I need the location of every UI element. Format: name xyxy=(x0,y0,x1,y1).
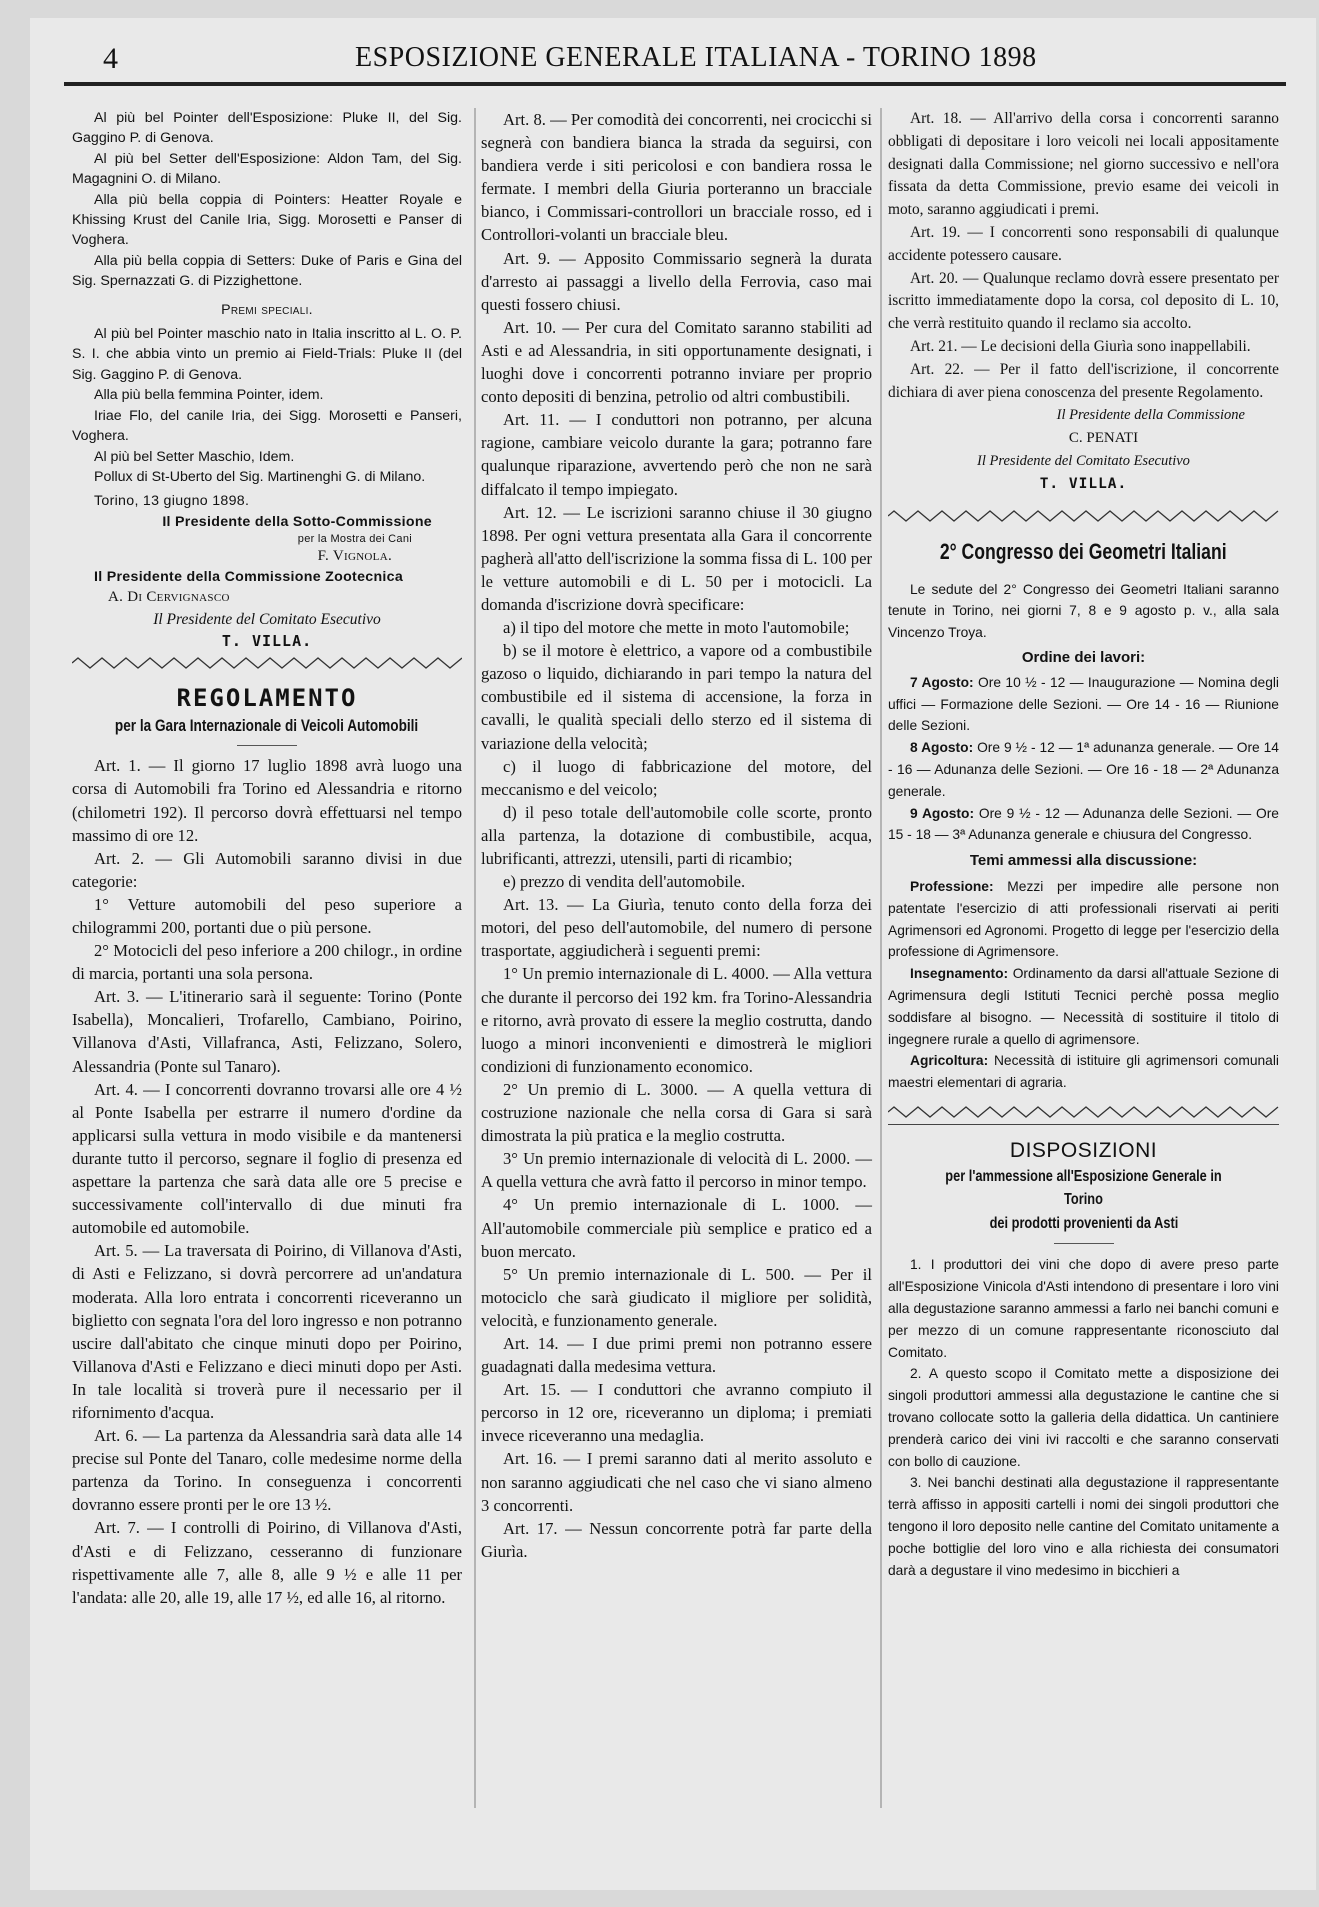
award-paragraph: Alla più bella coppia di Pointers: Heatter Royale e Khissing Krust del Canile Iria, Sigg. Morosetti e Panser di Voghera. xyxy=(72,191,462,249)
section-rule xyxy=(888,1124,1279,1125)
article-paragraph: 5° Un premio internazionale di L. 500. — Per il motociclo che sarà giudicato il migliore per solidità, velocità, e funzionamento generale. xyxy=(481,1264,872,1330)
ornamental-rule xyxy=(888,1106,1279,1118)
article-paragraph: Art. 16. — I premi saranno dati al merito assoluto e non saranno aggiudicati che nel caso che vi siano almeno 3 concorrenti. xyxy=(481,1449,872,1515)
award-paragraph: Alla più bella coppia di Setters: Duke of Paris e Gina del Sig. Spernazzati G. di Pizzighettone. xyxy=(72,252,462,290)
article-paragraph: 1° Un premio internazionale di L. 4000. — Alla vettura che durante il percorso dei 192 km. fra Torino-Alessandria e ritorno, avrà provato di essere la meglio costrutta, dando luogo a minori inconvenienti e dimostrerà le migliori condizioni di funzionamento economico. xyxy=(481,964,872,1076)
article-paragraph: Art. 18. — All'arrivo della corsa i concorrenti saranno obbligati di depositare i loro veicoli nei locali appositamente designati dalla Commissione; nel giorno successivo e nell'ora fissata da detta Commissione, previo esame dei veicoli in moto, saranno aggiudicati i premi. xyxy=(888,110,1279,219)
disposizioni-subtitle: dei prodotti provenienti da Asti xyxy=(989,1215,1178,1233)
topic-label: Professione: xyxy=(910,879,994,894)
article-paragraph: Art. 8. — Per comodità dei concorrenti, nei crocicchi si segnerà con bandiera bianca la strada da seguirsi, con bandiera verde i siti pericolosi e con bandiera rossa le fermate. I membri della Giuria porteranno un bracciale bianco, i Commissari-controllori un bracciale rosso, ed i Controllori-volanti un bracciale bleu. xyxy=(481,110,872,245)
article-paragraph: Art. 14. — I due primi premi non potranno essere guadagnati dalla medesima vettura. xyxy=(481,1333,872,1377)
article-paragraph: Art. 9. — Apposito Commissario segnerà la durata d'arresto ai passaggi a livello della Ferrovia, caso mai questi fossero chiusi. xyxy=(481,248,872,314)
article-paragraph: Art. 13. — La Giurìa, tenuto conto della forza dei motori, del peso dell'automobile, del numero di persone trasportate, aggiudicherà i seguenti premi: xyxy=(481,895,872,961)
topic-label: Agricoltura: xyxy=(910,1053,989,1069)
disposizione-paragraph: 2. A questo scopo il Comitato mette a disposizione dei singoli produttori ammessi alla degustazione le cantine che si trovano collocate sotto la galleria della didattica. Un cantiniere prenderà carico dei vini ivi raccolti e che saranno conservati con bollo di cauzione. xyxy=(888,1366,1279,1469)
signature-name: A. Di Cervignasco xyxy=(108,588,230,605)
disposizione-paragraph: 3. Nei banchi destinati alla degustazione il rappresentante terrà affisso in appositi cartelli i nomi dei singoli produttori che tengono il loro deposito nelle cantine del Comitato unitamente a poche bottiglie del loro vino e alla richiesta dei consumatori darà a degustare il vino medesimo in bicchieri a xyxy=(888,1475,1279,1578)
ordine-heading: Ordine dei lavori: xyxy=(1021,649,1146,667)
topic-label: Insegnamento: xyxy=(910,966,1009,982)
page-header-title: ESPOSIZIONE GENERALE ITALIANA - TORINO 1898 xyxy=(355,42,1037,73)
article-paragraph: Art. 12. — Le iscrizioni saranno chiuse il 30 giugno 1898. Per ogni vettura presentata alla Gara il concorrente pagherà all'atto dell'iscrizione la somma fissa di L. 100 per le vetture automobili e di L. 50 per i motocicli. La domanda d'iscrizione dovrà specificare: xyxy=(481,502,872,614)
article-paragraph: Art. 6. — La partenza da Alessandria sarà data alle 14 precise sul Ponte del Tanaro, colle medesime norme della partenza da Torino. In conseguenza i concorrenti dovranno essere pronti per le ore 13 ½. xyxy=(72,1426,462,1515)
ornamental-rule xyxy=(888,510,1279,522)
article-paragraph: Art. 5. — La traversata di Poirino, di Villanova d'Asti, di Asti e Felizzano, si dovrà percorrere ad un'andatura moderata. Alla loro entrata i concorrenti riceveranno un biglietto con segnata l'ora del loro ingresso e non potranno uscire dall'abitato che cinque minuti dopo per Poirino, Villanova d'Asti e Felizzano e dieci minuti dopo per Asti. In tale località si troverà pure il necessario per il rifornimento d'acqua. xyxy=(72,1241,462,1422)
signature-name: F. Vignola. xyxy=(317,548,392,565)
award-paragraph: Al più bel Pointer dell'Esposizione: Pluke II, del Sig. Gaggino P. di Genova. xyxy=(72,110,462,147)
column-divider xyxy=(474,108,476,1808)
short-rule xyxy=(237,745,297,746)
article-paragraph: Art. 17. — Nessun concorrente potrà far parte della Giurìa. xyxy=(481,1518,872,1561)
article-paragraph: a) il tipo del motore che mette in moto l'automobile; xyxy=(503,618,850,638)
regolamento-subtitle: per la Gara Internazionale di Veicoli Automobili xyxy=(115,716,419,736)
page-number: 4 xyxy=(103,42,118,75)
award-paragraph: Al più bel Setter Maschio, Idem. xyxy=(94,448,295,465)
article-paragraph: 3° Un premio internazionale di velocità di L. 2000. — A quella vettura che avrà fatto il percorso in minor tempo. xyxy=(481,1149,872,1192)
signature-title: Il Presidente del Comitato Esecutivo xyxy=(153,611,381,629)
topic-text: Mezzi per impedire alle persone non patentate l'esercizio di atti professionali riservati ai periti Agrimensori ed Agronomi. Progetto di legge per l'esercizio della professione di Agrimensore. xyxy=(888,879,1279,960)
ornamental-rule xyxy=(72,657,462,669)
article-paragraph: 4° Un premio internazionale di L. 1000. — All'automobile commerciale più semplice e pratico ed a buon mercato. xyxy=(481,1195,872,1261)
regolamento-title: REGOLAMENTO xyxy=(176,684,358,713)
day-label: 9 Agosto: xyxy=(910,805,975,821)
article-paragraph: Art. 19. — I concorrenti sono responsabili di qualunque accidente potessero causare. xyxy=(888,223,1279,264)
article-paragraph: Art. 4. — I concorrenti dovranno trovarsi alle ore 4 ½ al Ponte Isabella per estrarre il numero d'ordine da applicarsi sulla vettura in modo visibile e da mantenersi durante tutto il percorso, segnare il foglio di presenza ed aspettare la partenza che sarà data alle ore 5 precise e successivamente coll'intervallo di due minuti fra automobile ed automobile. xyxy=(72,1079,462,1238)
disposizione-paragraph: 1. I produttori dei vini che dopo di avere preso parte all'Esposizione Vinicola d'Asti intendono di presentare i loro vini alla degustazione saranno ammessi a farlo nei banchi comuni e per mezzo di un comune rappresentante riconosciuto dal Comitato. xyxy=(888,1257,1279,1360)
article-paragraph: Art. 15. — I conduttori che avranno compiuto il percorso in 12 ore, riceveranno un diploma; i premiati invece riceveranno una medaglia. xyxy=(481,1380,872,1446)
signature-name: T. VILLA. xyxy=(221,631,313,650)
article-paragraph: c) il luogo di fabbricazione del motore, del meccanismo e del veicolo; xyxy=(481,756,872,799)
disposizioni-subtitle: per l'ammessione all'Esposizione Generale in Torino xyxy=(945,1168,1222,1209)
premi-speciali-heading: Premi speciali. xyxy=(221,301,313,318)
signature-title: Il Presidente della Commissione Zootecnica xyxy=(94,568,404,585)
article-paragraph: Art. 11. — I conduttori non potranno, per alcuna ragione, cambiare veicolo durante la gara; potranno fare qualunque riparazione, avvertendo però che non ne sarà diffalcato il tempo impiegato. xyxy=(481,410,872,499)
award-paragraph: Iriae Flo, del canile Iria, dei Sigg. Morosetti e Panseri, Voghera. xyxy=(72,407,462,445)
article-paragraph: Art. 1. — Il giorno 17 luglio 1898 avrà luogo una corsa di Automobili fra Torino ed Alessandria e ritorno (chilometri 192). Il percorso dovrà effettuarsi nel tempo massimo di ore 12. xyxy=(72,756,462,845)
signature-name: C. PENATI xyxy=(1068,430,1139,447)
article-paragraph: 1° Vetture automobili del peso superiore a chilogrammi 200, portanti due o più persone. xyxy=(72,894,462,937)
day-program: Ore 10 ½ - 12 — Inaugurazione — Nomina degli uffici — Formazione delle Sezioni. — Ore 14 - 16 — Riunione delle Sezioni. xyxy=(888,674,1279,734)
day-program: Ore 9 ½ - 12 — Adunanza delle Sezioni. — Ore 15 - 18 — 3ª Adunanza generale e chiusura del Congresso. xyxy=(888,805,1279,843)
header-rule xyxy=(64,82,1286,86)
topic-text: Ordinamento da darsi all'attuale Sezione di Agrimensura degli Istituti Tecnici perchè possa meglio soddisfare al bisogno. — Necessità di sostituire il titolo di ingegnere rurale a quello di agrimensore. xyxy=(888,966,1279,1047)
article-paragraph: Art. 2. — Gli Automobili saranno divisi in due categorie: xyxy=(72,848,462,891)
day-program: Ore 9 ½ - 12 — 1ª adunanza generale. — Ore 14 - 16 — Adunanza delle Sezioni. — Ore 16 - 18 — 2ª Adunanza generale. xyxy=(888,740,1279,799)
day-label: 8 Agosto: xyxy=(910,740,974,756)
dateline: Torino, 13 giugno 1898. xyxy=(94,493,250,510)
topic-text: Necessità di istituire gli agrimensori comunali maestri elementari di agraria. xyxy=(888,1053,1279,1091)
column-1 xyxy=(72,108,462,1609)
congresso-intro: Le sedute del 2° Congresso dei Geometri Italiani saranno tenute in Torino, nei giorni 7, 8 e 9 agosto p. v., alla sala Vincenzo Troya. xyxy=(888,581,1279,641)
article-paragraph: d) il peso totale dell'automobile colle scorte, pronto alla partenza, la dotazione di combustibile, acqua, lubrificanti, attrezzi, utensili, parti di ricambio; xyxy=(481,802,872,868)
article-paragraph: Art. 10. — Per cura del Comitato saranno stabiliti ad Asti e ad Alessandria, in siti opportunamente designati, i luoghi dove i concorrenti potranno inviare per proprio conto depositi di benzina, petrolio od altri combustibili. xyxy=(481,317,872,407)
article-paragraph: b) se il motore è elettrico, a vapore od a combustibile gazoso o liquido, dichiarando in pari tempo la natura del combustibile ed il sistema di accensione, la forza in cavalli, le qualità speciali dello sterzo ed il sistema di variazione della velocità; xyxy=(481,641,872,753)
article-paragraph: Art. 3. — L'itinerario sarà il seguente: Torino (Ponte Isabella), Moncalieri, Trofarello, Cambiano, Poirino, Villanova d'Asti, Villafranca, Asti, Felizzano, Solero, Alessandria (Ponte sul Tanaro). xyxy=(72,987,462,1076)
signature-title: Il Presidente del Comitato Esecutivo xyxy=(977,452,1190,469)
award-paragraph: Pollux di St-Uberto del Sig. Martinenghi G. di Milano. xyxy=(94,468,426,485)
column-3 xyxy=(888,108,1279,1581)
article-paragraph: Art. 22. — Per il fatto dell'iscrizione, il concorrente dichiara di aver piena conoscenza del presente Regolamento. xyxy=(888,360,1279,401)
signature-title: Il Presidente della Commissione xyxy=(1056,407,1245,424)
disposizioni-title: DISPOSIZIONI xyxy=(1009,1138,1158,1162)
award-paragraph: Al più bel Setter dell'Esposizione: Aldon Tam, del Sig. Magagnini O. di Milano. xyxy=(72,150,462,188)
award-paragraph: Alla più bella femmina Pointer, idem. xyxy=(94,387,324,404)
column-divider xyxy=(880,108,882,1808)
article-paragraph: 2° Motocicli del peso inferiore a 200 chilogr., in ordine di marcia, portanti una sola persona. xyxy=(72,941,462,984)
article-paragraph: Art. 20. — Qualunque reclamo dovrà essere presentato per iscritto immediatamente dopo la corsa, col deposito di L. 10, che verrà restituito quando il reclamo sia accolto. xyxy=(888,269,1279,333)
signature-name: T. VILLA. xyxy=(1039,475,1128,492)
short-rule xyxy=(1054,1243,1114,1244)
congresso-title: 2° Congresso dei Geometri Italiani xyxy=(940,538,1227,564)
article-paragraph: Art. 21. — Le decisioni della Giurìa sono inappellabili. xyxy=(910,337,1251,355)
signature-subtitle: per la Mostra dei Cani xyxy=(297,533,412,546)
article-paragraph: e) prezzo di vendita dell'automobile. xyxy=(503,872,746,892)
signature-title: Il Presidente della Sotto-Commissione xyxy=(162,513,432,530)
day-label: 7 Agosto: xyxy=(910,674,974,690)
award-paragraph: Al più bel Pointer maschio nato in Italia inscritto al L. O. P. S. I. che abbia vinto un premio ai Field-Trials: Pluke II (del Sig. Gaggino P. di Genova. xyxy=(72,326,462,383)
column-2 xyxy=(481,108,872,1563)
temi-heading: Temi ammessi alla discussione: xyxy=(969,852,1198,870)
article-paragraph: Art. 7. — I controlli di Poirino, di Villanova d'Asti, d'Asti e di Felizzano, cesseranno di funzionare rispettivamente alle 7, alle 8, alle 9 ½ e alle 11 per l'andata: alle 20, alle 19, alle 17 ½, ed alle 16, al ritorno. xyxy=(72,1518,462,1607)
article-paragraph: 2° Un premio di L. 3000. — A quella vettura di costruzione nazionale che nella corsa di Gara si sarà dimostrata la più pratica e la meglio costrutta. xyxy=(481,1079,872,1146)
